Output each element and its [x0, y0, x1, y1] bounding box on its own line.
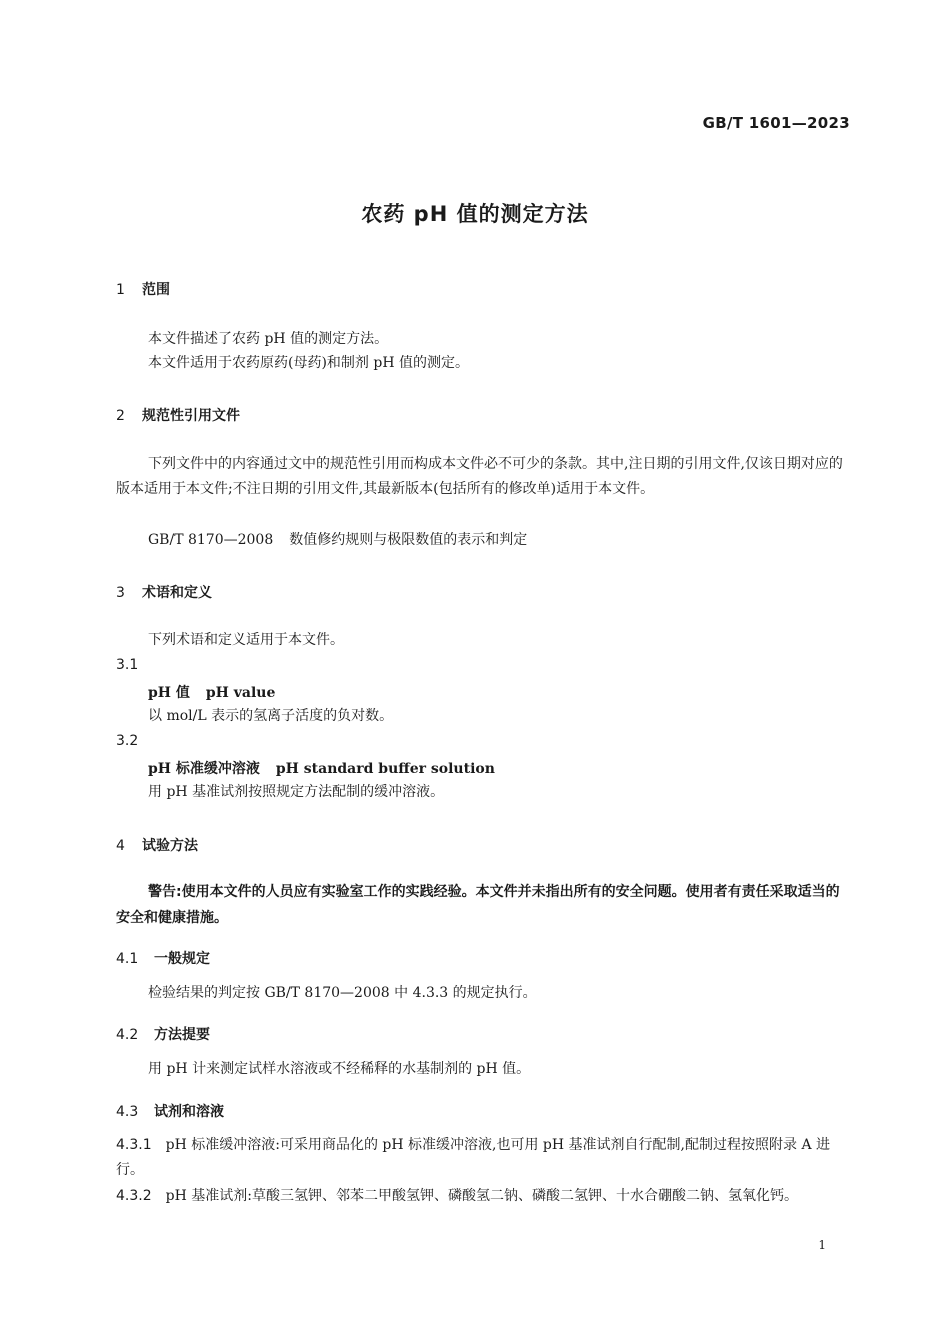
section-2-heading: [116, 405, 848, 425]
clause-text: pH 标准缓冲溶液:可采用商品化的 pH 标准缓冲溶液,也可用 pH 基准试剂自行配制,配制过程按照附录 A 进行。: [116, 1137, 831, 1178]
term-3-1-name: [116, 682, 880, 702]
subsection-number: 4.1: [116, 951, 139, 967]
terms-intro: 下列术语和定义适用于本文件。: [148, 632, 344, 648]
scope-paragraph-1: 本文件描述了农药 pH 值的测定方法。: [148, 331, 389, 347]
clause-4-3-2: [116, 1184, 848, 1209]
term-3-2-id: 3.2: [116, 733, 139, 749]
section-3-heading: [116, 582, 848, 602]
term-3-1-id: 3.1: [116, 657, 139, 673]
section-title: 术语和定义: [142, 585, 212, 601]
subsection-number: 4.3: [116, 1104, 139, 1120]
clause-text: pH 基准试剂:草酸三氢钾、邻苯二甲酸氢钾、磷酸氢二钠、磷酸二氢钾、十水合硼酸二钠、氢氧化钙。: [165, 1188, 798, 1204]
section-4-heading: [116, 835, 848, 855]
clause-number: 4.3.1: [116, 1137, 152, 1153]
normative-references-paragraph: 下列文件中的内容通过文中的规范性引用而构成本文件必不可少的条款。其中,注日期的引用文件,仅该日期对应的版本适用于本文件;不注日期的引用文件,其最新版本(包括所有的修改单)适用于本文件。: [116, 456, 843, 497]
section-title: 规范性引用文件: [142, 408, 240, 424]
subsection-title: 方法提要: [154, 1027, 210, 1043]
term-name-cn: pH 值: [148, 685, 190, 701]
term-3-2-name: [116, 758, 880, 778]
subsection-4-1-text: 检验结果的判定按 GB/T 8170—2008 中 4.3.3 的规定执行。: [148, 985, 537, 1001]
term-name-en: pH standard buffer solution: [275, 761, 495, 777]
subsection-4-1-heading: [116, 948, 848, 968]
clause-number: 4.3.2: [116, 1188, 152, 1204]
section-title: 试验方法: [142, 838, 198, 854]
subsection-title: 一般规定: [154, 951, 210, 967]
term-name-en: pH value: [205, 685, 276, 701]
scope-paragraph-2: 本文件适用于农药原药(母药)和制剂 pH 值的测定。: [148, 355, 469, 371]
section-number: 2: [116, 408, 125, 424]
term-3-1-definition: 以 mol/L 表示的氢离子活度的负对数。: [148, 708, 394, 724]
subsection-number: 4.2: [116, 1027, 139, 1043]
section-1-heading: [116, 279, 848, 299]
subsection-title: 试剂和溶液: [154, 1104, 224, 1120]
reference-code: GB/T 8170—2008: [148, 532, 274, 548]
section-number: 1: [116, 282, 125, 298]
reference-title: 数值修约规则与极限数值的表示和判定: [289, 532, 528, 548]
safety-warning: 警告:使用本文件的人员应有实验室工作的实践经验。本文件并未指出所有的安全问题。使用者有责任采取适当的安全和健康措施。: [116, 884, 840, 926]
section-number: 3: [116, 585, 125, 601]
subsection-4-3-heading: [116, 1101, 848, 1121]
standard-number: GB/T 1601—2023: [702, 114, 850, 132]
subsection-4-2-heading: [116, 1024, 848, 1044]
document-title: 农药 pH 值的测定方法: [361, 202, 589, 226]
section-number: 4: [116, 838, 125, 854]
term-name-cn: pH 标准缓冲溶液: [148, 761, 260, 777]
term-3-2-definition: 用 pH 基准试剂按照规定方法配制的缓冲溶液。: [148, 784, 445, 800]
page-number: 1: [818, 1238, 826, 1252]
section-title: 范围: [142, 282, 170, 298]
reference-entry: [116, 528, 848, 553]
subsection-4-2-text: 用 pH 计来测定试样水溶液或不经稀释的水基制剂的 pH 值。: [148, 1061, 531, 1077]
clause-4-3-1: [116, 1133, 848, 1183]
